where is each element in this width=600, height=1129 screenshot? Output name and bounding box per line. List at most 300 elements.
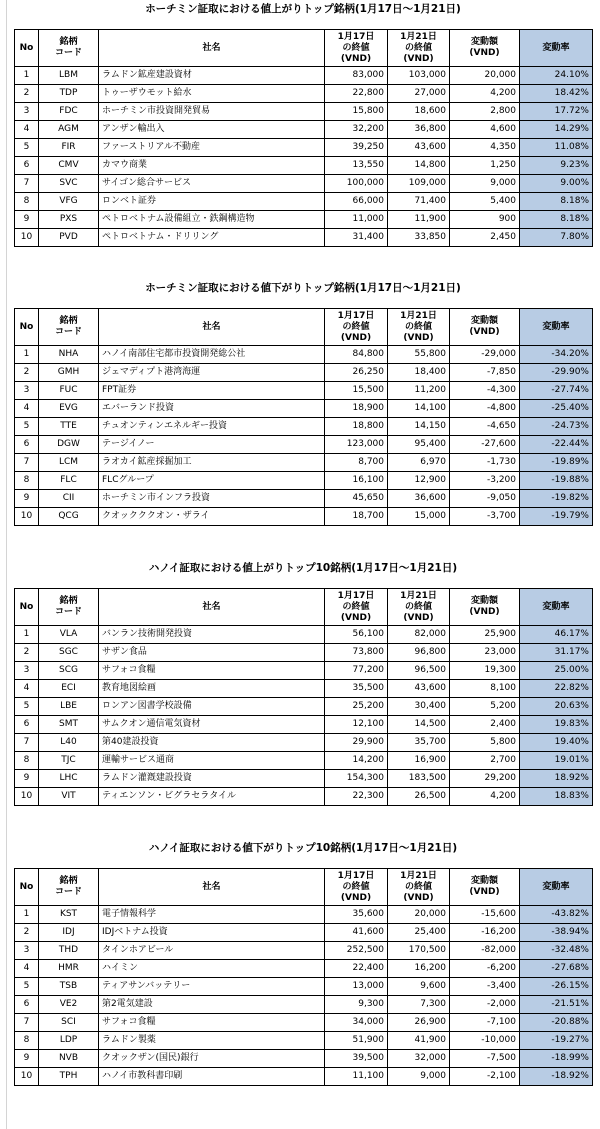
cell-change: -29,000	[450, 346, 520, 364]
cell-jan21: 183,500	[388, 770, 450, 788]
cell-jan21: 11,200	[388, 382, 450, 400]
cell-change: -1,730	[450, 454, 520, 472]
header-change-amount	[450, 309, 520, 346]
cell-no: 7	[15, 454, 39, 472]
table-row	[15, 211, 593, 229]
cell-code: NVB	[39, 1050, 99, 1068]
header-no	[15, 589, 39, 626]
table-row	[15, 924, 593, 942]
cell-change: -4,300	[450, 382, 520, 400]
cell-no: 1	[15, 67, 39, 85]
cell-jan17: 31,400	[325, 229, 388, 247]
header-jan21-close	[388, 30, 450, 67]
header-change-rate	[520, 309, 593, 346]
header-change-amount-text: 変動額	[470, 37, 498, 47]
header-no-text: No	[19, 321, 34, 332]
cell-change: -16,200	[450, 924, 520, 942]
cell-no: 4	[15, 400, 39, 418]
cell-jan17: 15,800	[325, 103, 388, 121]
cell-no: 9	[15, 770, 39, 788]
header-change-amount-text: (VND)	[469, 327, 500, 337]
cell-jan17: 252,500	[325, 942, 388, 960]
header-code	[39, 589, 99, 626]
cell-code: VIT	[39, 788, 99, 806]
header-company-name-text: 社名	[202, 601, 221, 612]
table-row	[15, 752, 593, 770]
table-row	[15, 626, 593, 644]
header-code-text: コード	[54, 48, 82, 58]
table-row	[15, 364, 593, 382]
header-jan21-close-text: 1月21日	[400, 31, 437, 42]
table-row	[15, 698, 593, 716]
cell-jan21: 41,900	[388, 1032, 450, 1050]
cell-change: 9,000	[450, 175, 520, 193]
header-change-amount-text: (VND)	[469, 607, 500, 617]
cell-rate: 11.08%	[520, 139, 593, 157]
cell-change: 2,400	[450, 716, 520, 734]
header-company-name-text: 社名	[202, 321, 221, 332]
header-code-text: 銘柄	[59, 37, 78, 47]
cell-no: 1	[15, 626, 39, 644]
cell-name: 運輸サービス通商	[99, 752, 325, 770]
header-change-amount	[450, 30, 520, 67]
cell-name: ペトロベトナム・ドリリング	[99, 229, 325, 247]
cell-rate: 8.18%	[520, 211, 593, 229]
cell-no: 1	[15, 906, 39, 924]
cell-name: サフォコ食糧	[99, 662, 325, 680]
cell-name: ラムドン製薬	[99, 1032, 325, 1050]
header-jan21-close-text: 1月21日	[400, 590, 437, 601]
cell-change: 1,250	[450, 157, 520, 175]
header-jan17-close-text: 1月17日	[337, 31, 375, 42]
cell-rate: 9.00%	[520, 175, 593, 193]
cell-no: 9	[15, 1050, 39, 1068]
header-company-name	[99, 30, 325, 67]
table-row	[15, 734, 593, 752]
cell-rate: -34.20%	[520, 346, 593, 364]
cell-jan21: 26,900	[388, 1014, 450, 1032]
table-row	[15, 942, 593, 960]
cell-jan21: 12,900	[388, 472, 450, 490]
cell-no: 7	[15, 1014, 39, 1032]
cell-jan21: 55,800	[388, 346, 450, 364]
cell-code: IDJ	[39, 924, 99, 942]
cell-code: SCI	[39, 1014, 99, 1032]
header-change-rate	[520, 869, 593, 906]
cell-rate: 17.72%	[520, 103, 593, 121]
table-row	[15, 788, 593, 806]
cell-name: ラムドン灌漑建設投資	[99, 770, 325, 788]
cell-jan17: 22,400	[325, 960, 388, 978]
cell-code: VFG	[39, 193, 99, 211]
cell-rate: 19.01%	[520, 752, 593, 770]
table-row	[15, 662, 593, 680]
cell-jan21: 36,600	[388, 490, 450, 508]
cell-change: -4,800	[450, 400, 520, 418]
cell-jan17: 29,900	[325, 734, 388, 752]
header-no	[15, 30, 39, 67]
table-header-row	[15, 30, 593, 67]
header-change-amount-text: 変動額	[470, 596, 498, 606]
cell-code: LBM	[39, 67, 99, 85]
cell-code: CII	[39, 490, 99, 508]
cell-code: EVG	[39, 400, 99, 418]
cell-name: サザン食品	[99, 644, 325, 662]
header-no-text: No	[19, 42, 34, 53]
cell-code: DGW	[39, 436, 99, 454]
cell-name: ジェマディプト港湾海運	[99, 364, 325, 382]
ranking-section-2	[14, 279, 592, 526]
cell-code: L40	[39, 734, 99, 752]
cell-rate: 22.82%	[520, 680, 593, 698]
header-jan21-close-text: の終値	[404, 881, 432, 892]
cell-jan17: 13,550	[325, 157, 388, 175]
cell-name: ラオカイ鉱産採掘加工	[99, 454, 325, 472]
header-jan17-close	[325, 869, 388, 906]
cell-no: 10	[15, 229, 39, 247]
cell-jan17: 66,000	[325, 193, 388, 211]
cell-rate: 19.83%	[520, 716, 593, 734]
cell-rate: -18.92%	[520, 1068, 593, 1086]
cell-code: CMV	[39, 157, 99, 175]
cell-name: クオックククオン・ザライ	[99, 508, 325, 526]
cell-name: ファーストリアル不動産	[99, 139, 325, 157]
cell-name: チュオンティンエネルギー投資	[99, 418, 325, 436]
ranking-section-3	[14, 559, 592, 806]
cell-jan17: 11,100	[325, 1068, 388, 1086]
cell-no: 8	[15, 1032, 39, 1050]
cell-jan21: 20,000	[388, 906, 450, 924]
cell-no: 8	[15, 472, 39, 490]
cell-code: TDP	[39, 85, 99, 103]
header-code	[39, 30, 99, 67]
cell-jan21: 30,400	[388, 698, 450, 716]
cell-code: FDC	[39, 103, 99, 121]
header-code-text: コード	[54, 887, 82, 897]
cell-jan17: 73,800	[325, 644, 388, 662]
header-code-text: 銘柄	[59, 316, 78, 326]
cell-no: 7	[15, 734, 39, 752]
cell-jan17: 22,300	[325, 788, 388, 806]
cell-jan17: 56,100	[325, 626, 388, 644]
cell-no: 2	[15, 924, 39, 942]
cell-name: エバーランド投資	[99, 400, 325, 418]
cell-code: FIR	[39, 139, 99, 157]
cell-change: -3,700	[450, 508, 520, 526]
header-company-name	[99, 869, 325, 906]
table-header-row	[15, 589, 593, 626]
section-title: ホーチミン証取における値下がりトップ銘柄(1月17日～1月21日)	[145, 282, 461, 294]
cell-name: IDJベトナム投資	[99, 924, 325, 942]
cell-change: 20,000	[450, 67, 520, 85]
cell-code: ECI	[39, 680, 99, 698]
cell-jan21: 25,400	[388, 924, 450, 942]
table-row	[15, 400, 593, 418]
cell-name: FPT証券	[99, 382, 325, 400]
ranking-table	[14, 588, 593, 806]
section-title: ハノイ証取における値上がりトップ10銘柄(1月17日～1月21日)	[148, 562, 458, 574]
ranking-section-1	[14, 0, 592, 247]
cell-jan17: 154,300	[325, 770, 388, 788]
cell-change: -3,200	[450, 472, 520, 490]
cell-change: -2,000	[450, 996, 520, 1014]
table-row	[15, 346, 593, 364]
cell-jan21: 35,700	[388, 734, 450, 752]
header-no	[15, 309, 39, 346]
cell-code: KST	[39, 906, 99, 924]
cell-name: ロンアン図書学校設備	[99, 698, 325, 716]
cell-jan21: 82,000	[388, 626, 450, 644]
cell-code: SGC	[39, 644, 99, 662]
cell-name: ティエンソン・ビグラセラタイル	[99, 788, 325, 806]
cell-jan17: 12,100	[325, 716, 388, 734]
cell-rate: 18.83%	[520, 788, 593, 806]
header-jan17-close	[325, 309, 388, 346]
cell-code: AGM	[39, 121, 99, 139]
table-row	[15, 121, 593, 139]
ranking-section-4	[14, 839, 592, 1086]
cell-no: 9	[15, 490, 39, 508]
header-company-name	[99, 309, 325, 346]
cell-change: -4,650	[450, 418, 520, 436]
cell-name: サイゴン総合サービス	[99, 175, 325, 193]
cell-code: LDP	[39, 1032, 99, 1050]
cell-code: LBE	[39, 698, 99, 716]
table-row	[15, 418, 593, 436]
cell-change: 23,000	[450, 644, 520, 662]
cell-rate: -19.89%	[520, 454, 593, 472]
cell-name: ハイミン	[99, 960, 325, 978]
header-code	[39, 309, 99, 346]
cell-rate: -29.90%	[520, 364, 593, 382]
cell-code: LHC	[39, 770, 99, 788]
cell-name: 教育地図絵画	[99, 680, 325, 698]
table-row	[15, 1014, 593, 1032]
cell-rate: -19.88%	[520, 472, 593, 490]
cell-jan21: 43,600	[388, 680, 450, 698]
table-header-row	[15, 309, 593, 346]
cell-name: 第2電気建設	[99, 996, 325, 1014]
table-row	[15, 770, 593, 788]
ranking-table	[14, 29, 593, 247]
table-row	[15, 436, 593, 454]
cell-jan21: 27,000	[388, 85, 450, 103]
cell-jan17: 39,250	[325, 139, 388, 157]
cell-rate: 46.17%	[520, 626, 593, 644]
cell-name: 第40建設投資	[99, 734, 325, 752]
cell-code: TSB	[39, 978, 99, 996]
table-row	[15, 680, 593, 698]
header-jan21-close	[388, 869, 450, 906]
cell-rate: -26.15%	[520, 978, 593, 996]
table-row	[15, 1032, 593, 1050]
table-row	[15, 644, 593, 662]
cell-change: -10,000	[450, 1032, 520, 1050]
header-change-amount	[450, 589, 520, 626]
cell-code: GMH	[39, 364, 99, 382]
cell-no: 5	[15, 978, 39, 996]
table-row	[15, 103, 593, 121]
cell-change: -15,600	[450, 906, 520, 924]
cell-name: テージイノー	[99, 436, 325, 454]
cell-change: 25,900	[450, 626, 520, 644]
header-jan21-close-text: の終値	[404, 601, 432, 612]
header-change-amount-text: 変動額	[470, 316, 498, 326]
cell-rate: 24.10%	[520, 67, 593, 85]
cell-jan21: 9,000	[388, 1068, 450, 1086]
cell-no: 2	[15, 644, 39, 662]
cell-change: -82,000	[450, 942, 520, 960]
header-company-name-text: 社名	[202, 881, 221, 892]
cell-jan21: 16,200	[388, 960, 450, 978]
table-row	[15, 382, 593, 400]
header-jan17-close-text: (VND)	[340, 53, 372, 64]
cell-rate: -24.73%	[520, 418, 593, 436]
cell-change: 5,800	[450, 734, 520, 752]
cell-rate: 8.18%	[520, 193, 593, 211]
cell-no: 3	[15, 662, 39, 680]
cell-jan21: 14,500	[388, 716, 450, 734]
cell-change: 5,400	[450, 193, 520, 211]
cell-rate: 9.23%	[520, 157, 593, 175]
cell-change: -2,100	[450, 1068, 520, 1086]
cell-code: TJC	[39, 752, 99, 770]
cell-rate: 18.92%	[520, 770, 593, 788]
cell-no: 3	[15, 942, 39, 960]
cell-jan21: 95,400	[388, 436, 450, 454]
cell-name: タインホアビール	[99, 942, 325, 960]
cell-jan17: 123,000	[325, 436, 388, 454]
header-jan21-close-text: の終値	[404, 42, 432, 53]
cell-change: 19,300	[450, 662, 520, 680]
cell-name: ホーチミン市インフラ投資	[99, 490, 325, 508]
cell-jan21: 15,000	[388, 508, 450, 526]
cell-jan17: 35,600	[325, 906, 388, 924]
cell-jan21: 170,500	[388, 942, 450, 960]
cell-name: クオックザン(国民)銀行	[99, 1050, 325, 1068]
header-change-amount-text: (VND)	[469, 887, 500, 897]
cell-change: 4,200	[450, 788, 520, 806]
cell-change: -3,400	[450, 978, 520, 996]
cell-no: 2	[15, 364, 39, 382]
cell-rate: -38.94%	[520, 924, 593, 942]
cell-jan17: 16,100	[325, 472, 388, 490]
header-company-name	[99, 589, 325, 626]
header-jan17-close-text: の終値	[342, 42, 370, 53]
cell-jan21: 36,800	[388, 121, 450, 139]
header-change-amount	[450, 869, 520, 906]
cell-change: -6,200	[450, 960, 520, 978]
table-row	[15, 454, 593, 472]
cell-rate: -27.68%	[520, 960, 593, 978]
cell-rate: -43.82%	[520, 906, 593, 924]
cell-no: 9	[15, 211, 39, 229]
cell-jan17: 77,200	[325, 662, 388, 680]
cell-jan17: 18,800	[325, 418, 388, 436]
cell-no: 3	[15, 382, 39, 400]
cell-no: 6	[15, 157, 39, 175]
cell-no: 6	[15, 716, 39, 734]
header-jan21-close	[388, 589, 450, 626]
table-row	[15, 85, 593, 103]
table-row	[15, 716, 593, 734]
cell-jan21: 18,600	[388, 103, 450, 121]
cell-jan17: 25,200	[325, 698, 388, 716]
cell-rate: 18.42%	[520, 85, 593, 103]
header-jan17-close-text: 1月17日	[337, 310, 375, 321]
cell-change: -7,850	[450, 364, 520, 382]
cell-rate: 19.40%	[520, 734, 593, 752]
header-jan21-close-text: 1月21日	[400, 310, 437, 321]
cell-name: FLCグループ	[99, 472, 325, 490]
cell-code: LCM	[39, 454, 99, 472]
cell-change: -9,050	[450, 490, 520, 508]
cell-rate: -19.79%	[520, 508, 593, 526]
cell-no: 2	[15, 85, 39, 103]
cell-jan17: 26,250	[325, 364, 388, 382]
table-row	[15, 67, 593, 85]
table-row	[15, 978, 593, 996]
cell-change: 29,200	[450, 770, 520, 788]
cell-change: -7,500	[450, 1050, 520, 1068]
cell-no: 7	[15, 175, 39, 193]
cell-jan17: 45,650	[325, 490, 388, 508]
cell-name: ホーチミン市投資開発貿易	[99, 103, 325, 121]
header-jan21-close-text: (VND)	[403, 612, 434, 623]
cell-rate: -18.99%	[520, 1050, 593, 1068]
table-row	[15, 139, 593, 157]
header-change-rate	[520, 589, 593, 626]
cell-code: VLA	[39, 626, 99, 644]
cell-code: SVC	[39, 175, 99, 193]
header-change-rate-text: 変動率	[542, 881, 570, 892]
cell-jan17: 100,000	[325, 175, 388, 193]
cell-rate: -32.48%	[520, 942, 593, 960]
cell-rate: 25.00%	[520, 662, 593, 680]
cell-rate: 14.29%	[520, 121, 593, 139]
header-jan21-close-text: 1月21日	[400, 870, 437, 881]
header-change-rate	[520, 30, 593, 67]
cell-jan17: 39,500	[325, 1050, 388, 1068]
cell-jan21: 103,000	[388, 67, 450, 85]
cell-jan21: 6,970	[388, 454, 450, 472]
cell-change: 4,200	[450, 85, 520, 103]
cell-jan21: 26,500	[388, 788, 450, 806]
cell-change: 2,700	[450, 752, 520, 770]
cell-jan21: 9,600	[388, 978, 450, 996]
cell-name: ペトロベトナム設備組立・鉄鋼構造物	[99, 211, 325, 229]
cell-name: ラムドン鉱産建設資材	[99, 67, 325, 85]
header-jan17-close-text: (VND)	[340, 332, 372, 343]
cell-change: -27,600	[450, 436, 520, 454]
cell-rate: -20.88%	[520, 1014, 593, 1032]
header-jan17-close-text: の終値	[342, 321, 370, 332]
cell-code: PVD	[39, 229, 99, 247]
table-row	[15, 508, 593, 526]
cell-code: TPH	[39, 1068, 99, 1086]
table-row	[15, 960, 593, 978]
table-row	[15, 906, 593, 924]
section-title: ホーチミン証取における値上がりトップ銘柄(1月17日～1月21日)	[145, 3, 461, 15]
cell-jan21: 14,100	[388, 400, 450, 418]
cell-no: 1	[15, 346, 39, 364]
cell-no: 8	[15, 752, 39, 770]
ranking-table	[14, 868, 593, 1086]
section-title: ハノイ証取における値下がりトップ10銘柄(1月17日～1月21日)	[148, 842, 458, 854]
cell-no: 4	[15, 121, 39, 139]
header-change-amount-text: 変動額	[470, 876, 498, 886]
cell-no: 5	[15, 698, 39, 716]
